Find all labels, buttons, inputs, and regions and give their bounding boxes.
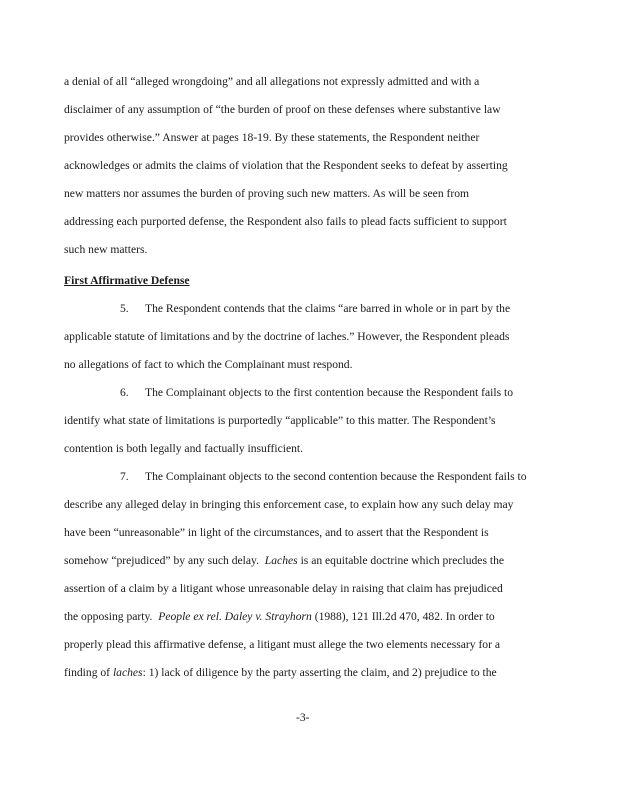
- intro-line-2: disclaimer of any assumption of “the burden of proof on these defenses where substantive law: [64, 103, 501, 116]
- intro-line-3: provides otherwise.” Answer at pages 18-19. By these statements, the Respondent neither: [64, 131, 480, 144]
- intro-line-6: addressing each purported defense, the Respondent also fails to plead facts sufficient to support: [64, 215, 507, 228]
- para7-line-6: [64, 610, 495, 624]
- para7-line-6-tail: (1988), 121 Ill.2d 470, 482. In order to: [314, 610, 495, 623]
- para7-line-2: describe any alleged delay in bringing this enforcement case, to explain how any such delay may: [64, 498, 514, 511]
- para5-line-1: The Respondent contends that the claims “are barred in whole or in part by the: [145, 302, 511, 315]
- para7-line-1: The Complainant objects to the second contention because the Respondent fails to: [145, 470, 527, 483]
- para7-line-8-tail: : 1) lack of diligence by the party asserting the claim, and 2) prejudice to the: [142, 666, 497, 679]
- para7-line-8: [64, 666, 497, 680]
- para5-line-2: applicable statute of limitations and by the doctrine of laches.” However, the Respondent pleads: [64, 330, 510, 343]
- para5-line-3: no allegations of fact to which the Complainant must respond.: [64, 358, 353, 371]
- para7-line-8-head: finding of: [64, 666, 111, 679]
- case-term-laches: Laches: [264, 554, 298, 567]
- page-number: -3-: [296, 711, 310, 724]
- intro-line-1: a denial of all “alleged wrongdoing” and all allegations not expressly admitted and with a: [64, 75, 480, 88]
- intro-line-7: such new matters.: [64, 243, 148, 256]
- intro-line-5: new matters nor assumes the burden of proving such new matters. As will be seen from: [64, 187, 470, 200]
- paragraph-number-5: 5.: [120, 302, 129, 315]
- para7-line-7: properly plead this affirmative defense, a litigant must allege the two elements necessary for a: [64, 638, 501, 651]
- para7-line-4-head: somehow “prejudiced” by any such delay.: [64, 554, 259, 567]
- para7-line-3: have been “unreasonable” in light of the circumstances, and to assert that the Respondent is: [64, 526, 489, 539]
- term-laches: laches: [112, 666, 143, 679]
- paragraph-number-6: 6.: [120, 386, 129, 399]
- para6-line-2: identify what state of limitations is purportedly “applicable” to this matter. The Respondent’s: [64, 414, 496, 427]
- para6-line-1: The Complainant objects to the first contention because the Respondent fails to: [145, 386, 514, 399]
- case-citation: People ex rel. Daley v. Strayhorn: [158, 610, 312, 623]
- para7-line-5: assertion of a claim by a litigant whose unreasonable delay in raising that claim has prejudiced: [64, 582, 503, 595]
- para6-line-3: contention is both legally and factually insufficient.: [64, 442, 304, 455]
- section-heading: First Affirmative Defense: [64, 274, 190, 287]
- para7-line-4-tail: is an equitable doctrine which precludes the: [300, 554, 505, 567]
- intro-line-4: acknowledges or admits the claims of violation that the Respondent seeks to defeat by asserting: [64, 159, 508, 172]
- para7-line-4: [64, 554, 504, 568]
- paragraph-number-7: 7.: [120, 470, 129, 483]
- para7-line-6-head: the opposing party.: [64, 610, 153, 623]
